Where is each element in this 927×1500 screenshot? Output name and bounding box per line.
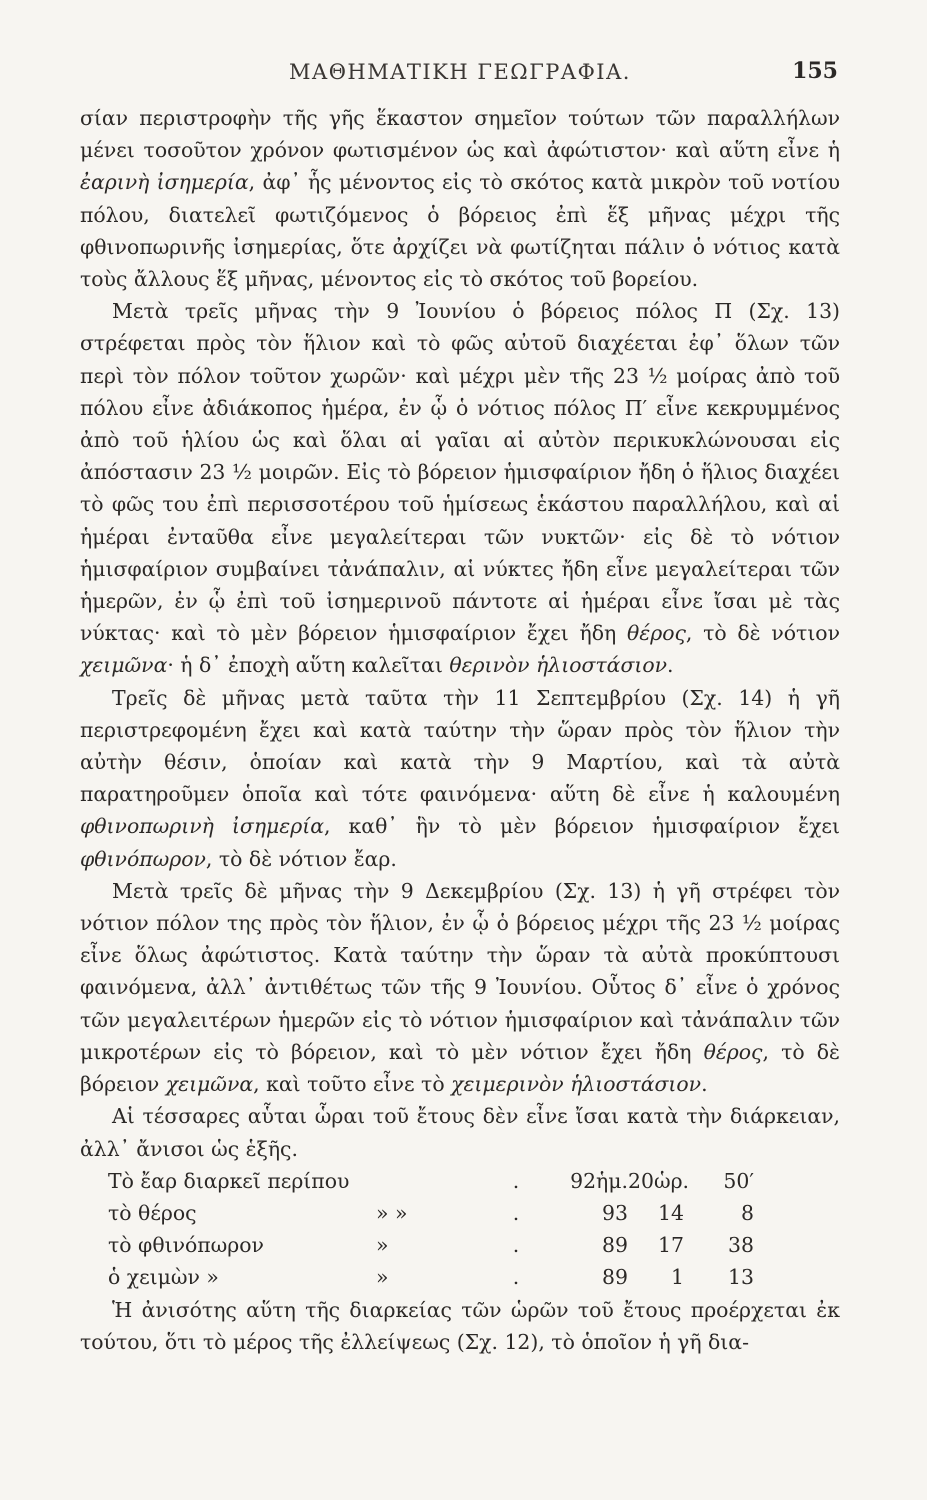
paragraph [80,682,840,875]
italic-term: φθινοπωρινὴ ἰσημερία [80,814,324,839]
text-run: , τὸ δὲ νότιον ἔαρ. [205,846,397,871]
season-name: τὸ φθινόπωρον [108,1233,264,1258]
italic-term: χειμῶνα [165,1072,254,1097]
text-run: σίαν περιστροφὴν τῆς γῆς ἕκαστον σημεῖον τούτων τῶν παραλλήλων μένει τοσοῦτον χρόνον φωτισμένον ὡς καὶ ἀφώτιστον· καὶ αὕτη εἶνε ἡ [80,106,840,163]
duration-row [80,1197,840,1229]
leader-dot: . [512,1233,520,1258]
season-name: τὸ θέρος [108,1200,197,1225]
italic-term: θέρος [626,621,686,646]
italic-term: ἐαρινὴ ἰσημερία [80,170,249,195]
text-run: , τὸ δὲ βόρειον [80,1039,840,1097]
italic-term: θέρος [703,1039,763,1064]
text-run: , καὶ τοῦτο εἶνε τὸ [253,1072,452,1097]
paragraph [80,1100,840,1164]
text-run: , ἀφ᾽ ἧς μένοντος εἰς τὸ σκότος κατὰ μικρὸν τοῦ νοτίου πόλου, διατελεῖ φωτιζόμενος ὁ βόρειος ἐπὶ ἕξ μῆνας μέχρι τῆς φθινοπωρινῆς ἰσημερίας, ὅτε ἀρχίζει νὰ φωτίζηται πάλιν ὁ νότιος κατὰ τοὺς ἄλλους ἕξ μῆνας, μένοντος εἰς τὸ σκότος τοῦ βορείου. [80,170,840,292]
text-run: Μετὰ τρεῖς δὲ μῆνας τὴν 9 Δεκεμβρίου (Σχ. 13) ἡ γῆ στρέφει τὸν νότιον πόλον της πρὸς τὸν ἥλιον, ἐν ᾧ ὁ βόρειος μέχρι τῆς 23 ½ μοίρας εἶνε ὅλως ἀφώτιστος. Κατὰ ταύτην τὴν ὥραν τὰ αὐτὰ προκύπτουσι φαινόμενα, ἀλλ᾽ ἀντιθέτως τῶν τῆς 9 Ἰουνίου. Οὗτος δ᾽ εἶνε ὁ χρόνος τῶν μεγαλειτέρων ἡμερῶν εἰς τὸ νότιον ἡμισφαίριον καὶ τἀνάπαλιν τῶν μικροτέρων εἰς τὸ βόρειον, καὶ τὸ μὲν νότιον ἔχει ἤδη [80,878,840,1064]
ditto-marks: » » [376,1200,408,1225]
minutes-value: 13 [728,1265,754,1290]
paragraph [80,102,840,295]
minutes-value: 8 [741,1200,754,1225]
paragraphs [80,102,840,1165]
paragraph [80,875,840,1100]
paragraph [80,295,840,681]
hours-value: 14 [658,1200,684,1225]
days-value: 93 [602,1200,628,1225]
duration-row [80,1165,840,1197]
ditto-marks: » [376,1233,389,1258]
text-run: , καθ᾽ ἣν τὸ μὲν βόρειον ἡμισφαίριον ἔχει [324,814,840,839]
italic-term: χειμερινὸν ἡλιοστάσιον [451,1072,702,1097]
hours-value: 1 [671,1265,684,1290]
book-page [80,58,840,1458]
duration-row [80,1229,840,1261]
text-run: Τρεῖς δὲ μῆνας μετὰ ταῦτα τὴν 11 Σεπτεμβρίου (Σχ. 14) ἡ γῆ περιστρεφομένη ἔχει καὶ κατὰ ταύτην τὴν ὥραν πρὸς τὸν ἥλιον τὴν αὐτὴν θέσιν, ὁποίαν καὶ κατὰ τὴν 9 Μαρτίου, καὶ τὰ αὐτὰ παρατηροῦμεν ὁποῖα καὶ τότε φαινόμενα· αὕτη δὲ εἶνε ἡ καλουμένη [80,685,840,807]
leader-dot: . [512,1265,520,1290]
italic-term: φθινόπωρον [80,846,206,871]
italic-term: χειμῶνα [80,653,168,678]
leader-dot: . [512,1168,520,1193]
minutes-value: 38 [728,1233,754,1258]
text-run: . [701,1072,708,1097]
text-run: , τὸ δὲ νότιον [685,621,840,646]
hours-value: 20ὡρ. [628,1168,690,1193]
season-durations-table [80,1165,840,1294]
days-value: 89 [602,1265,628,1290]
hours-value: 17 [658,1233,684,1258]
season-name: ὁ χειμὼν » [108,1265,219,1290]
running-title: ΜΑΘΗΜΑΤΙΚΗ ΓΕΩΓΡΑΦΙΑ. [289,60,631,84]
leader-dot: . [512,1200,520,1225]
minutes-value: 50′ [723,1168,754,1193]
body-text [80,102,840,1358]
text-run: Αἱ τέσσαρες αὗται ὧραι τοῦ ἔτους δὲν εἶνε ἴσαι κατὰ τὴν διάρκειαν, ἀλλ᾽ ἄνισοι ὡς ἑξῆς. [80,1104,840,1161]
duration-row [80,1261,840,1293]
days-value: 92ἡμ. [570,1168,628,1193]
text-run: · ἡ δ᾽ ἐποχὴ αὕτη καλεῖται [167,653,450,678]
page-number: 155 [792,58,838,84]
closing-paragraph: Ἡ ἀνισότης αὕτη τῆς διαρκείας τῶν ὡρῶν τοῦ ἔτους προέρχεται ἐκ τούτου, ὅτι τὸ μέρος τῆς ἐλλείψεως (Σχ. 12), τὸ ὁποῖον ἡ γῆ δια- [80,1297,840,1354]
running-head [80,58,840,102]
ditto-marks: » [376,1265,389,1290]
text-run: Μετὰ τρεῖς μῆνας τὴν 9 Ἰουνίου ὁ βόρειος πόλος Π (Σχ. 13) στρέφεται πρὸς τὸν ἥλιον καὶ τὸ φῶς αὐτοῦ διαχέεται ἐφ᾽ ὅλων τῶν περὶ τὸν πόλον τοῦτον χωρῶν· καὶ μέχρι μὲν τῆς 23 ½ μοίρας ἀπὸ τοῦ πόλου εἶνε ἀδιάκοπος ἡμέρα, ἐν ᾧ ὁ νότιος πόλος Π′ εἶνε κεκρυμμένος ἀπὸ τοῦ ἡλίου ὡς καὶ ὅλαι αἱ γαῖαι αἱ αὐτὸν περικυκλώνουσαι εἰς ἀπόστασιν 23 ½ μοιρῶν. Εἰς τὸ βόρειον ἡμισφαίριον ἤδη ὁ ἥλιος διαχέει τὸ φῶς του ἐπὶ περισσοτέρου τοῦ ἡμίσεως ἑκάστου παραλλήλου, καὶ αἱ ἡμέραι ἐνταῦθα εἶνε μεγαλείτεραι τῶν νυκτῶν· εἰς δὲ τὸ νότιον ἡμισφαίριον συμβαίνει τἀνάπαλιν, αἱ νύκτες ἤδη εἶνε μεγαλείτεραι τῶν ἡμερῶν, ἐν ᾧ ἐπὶ τοῦ ἰσημερινοῦ πάντοτε αἱ ἡμέραι εἶνε ἴσαι μὲ τὰς νύκτας· καὶ τὸ μὲν βόρειον ἡμισφαίριον ἔχει ἤδη [80,299,840,646]
season-name: Τὸ ἔαρ διαρκεῖ περίπου [108,1168,350,1193]
days-value: 89 [602,1233,628,1258]
italic-term: θερινὸν ἡλιοστάσιον [449,653,668,678]
text-run: . [667,653,674,678]
